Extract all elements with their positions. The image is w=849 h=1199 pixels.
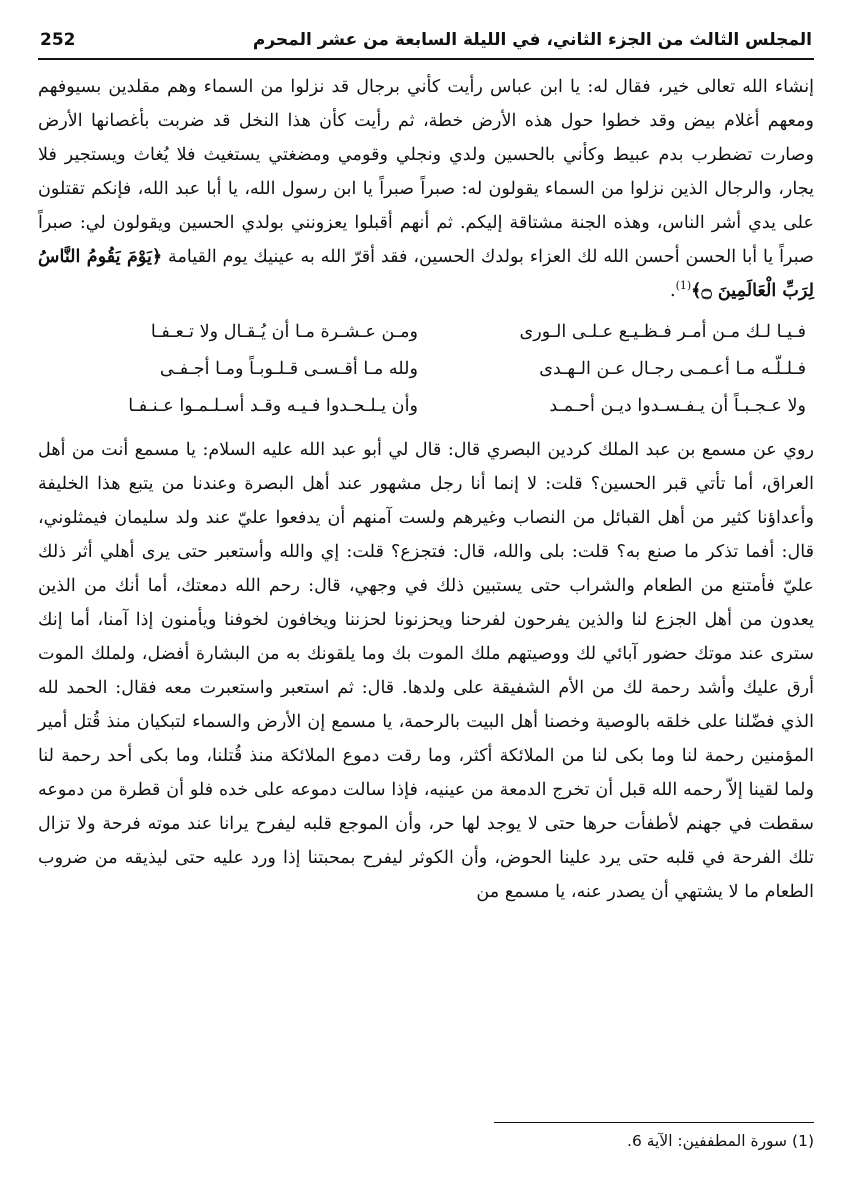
paragraph-hadith-1 [38,70,814,308]
footnote-reference: (1) [675,279,692,293]
quran-verse: ﴿يَوْمَ يَقُومُ النَّاسُ لِرَبِّ الْعَالَمِينَ ۝﴾ [38,246,814,301]
footnote-number: (1) [792,1132,814,1150]
running-header [38,28,814,60]
paragraph-text: إنشاء الله تعالى خير، فقال له: يا ابن عباس رأيت كأني برجال قد نزلوا من السماء وهم مقلدين بسيوفهم ومعهم أغلام بيض وقد خطوا حول هذه الأرض خطة، ثم رأيت كأن هذا النخل قد ضربت بأغصانها الأرض وصارت تضطرب بدم عبيط وكأني بالحسين ولدي ونجلي وقومي ومضغتي يستغيث فلا يُغاث ويستجير فلا يجار، والرجال الذين نزلوا من السماء يقولون له: صبراً صبراً يا ابن رسول الله، يا أبا عبد الله، فإنكم تقتلون على يدي أشر الناس، وهذه الجنة مشتاقة إليكم. ثم أنهم أقبلوا يعزونني بولدي الحسين ويقولون لي: صبراً صبراً يا أبا الحسن أحسن الله لك العزاء بولدك الحسين، فقد أقرّ الله به عينيك يوم القيامة [38,77,814,267]
poem-verse [38,314,814,351]
verse-first-hemistich: فـيـا لـك مـن أمـر فـظـيـع عـلـى الـورى [519,322,806,342]
footnote-divider [494,1122,814,1123]
verse-second-hemistich: ومـن عـشـرة مـا أن يُـقـال ولا تـعـفـا [150,322,418,342]
chapter-title: المجلس الثالث من الجزء الثاني، في الليلة السابعة من عشر المحرم [252,30,812,50]
footnote [627,1132,814,1150]
verse-first-hemistich: فـلـلّـه مـا أعـمـى رجـال عـن الـهـدى [539,359,806,379]
page-number: 252 [40,30,76,50]
book-page [38,28,814,1178]
footnote-text: سورة المطففين: الآية 6. [627,1132,788,1150]
poem-verse [38,388,814,425]
poem-verse [38,351,814,388]
paragraph-hadith-2: روي عن مسمع بن عبد الملك كردين البصري قال: قال لي أبو عبد الله عليه السلام: يا مسمع أنت من أهل العراق، أما تأتي قبر الحسين؟ قلت: لا إنما أنا رجل مشهور عند أهل البصرة وعندنا من يتبع هذا الخليفة وأعداؤنا كثير من أهل القبائل من النصاب وغيرهم ولست آمنهم أن يدفعوا عليّ عند ولد سليمان فيمثلوني، قال: أفما تذكر ما صنع به؟ قلت: بلى والله، قال: فتجزع؟ قلت: إي والله وأستعبر حتى يرى أهلي أثر ذلك عليّ فأمتنع من الطعام والشراب حتى يستبين ذلك في وجهي، قال: رحم الله دمعتك، أما أنك من الذين يعدون من أهل الجزع لنا والذين يفرحون لفرحنا ويحزنونا لحزننا ويخافون لخوفنا ويأمنون إذا آمنا، أما إنك سترى عند موتك حضور آبائي لك ووصيتهم ملك الموت بك وما يلقونك به من البشارة أفضل، ولملك الموت أرق عليك وأشد رحمة لك من الأم الشفيقة على ولدها. قال: ثم استعبر واستعبرت معه فقال: الحمد لله الذي فضّلنا على خلقه بالوصية وخصنا أهل البيت بالرحمة، يا مسمع إن الأرض والسماء لتبكيان منذ قُتل أمير المؤمنين رحمة لنا وما بكى لنا من الملائكة أكثر، وما رقت دموع الملائكة منذ قُتلنا، وما بكى أحد رحمة لنا ولما لقينا إلاّ رحمه الله قبل أن تخرج الدمعة من عينيه، فإذا سالت دموعه على خده فلو أن قطرة من دموعه سقطت في جهنم لأطفأت حرها حتى لا يوجد لها حر، وأن الموجع قلبه ليفرح يرانا عند موته فرحة ولا تزال تلك الفرحة في قلبه حتى يرد علينا الحوض، وأن الكوثر ليفرح بمحبتنا إذا ورد عليه حتى ليذيقه من ضروب الطعام ما لا يشتهي أن يصدر عنه، يا مسمع من [38,440,814,902]
verse-second-hemistich: ولله مـا أقـسـى قـلـوبـاً ومـا أجـفـى [159,359,418,379]
poem [38,314,814,425]
verse-first-hemistich: ولا عـجـبـاً أن يـفـسـدوا ديـن أحـمـد [549,396,806,416]
verse-second-hemistich: وأن يـلـحـدوا فـيـه وقـد أسـلـمـوا عـنـفـا [128,396,418,416]
sentence-end: . [669,281,676,301]
